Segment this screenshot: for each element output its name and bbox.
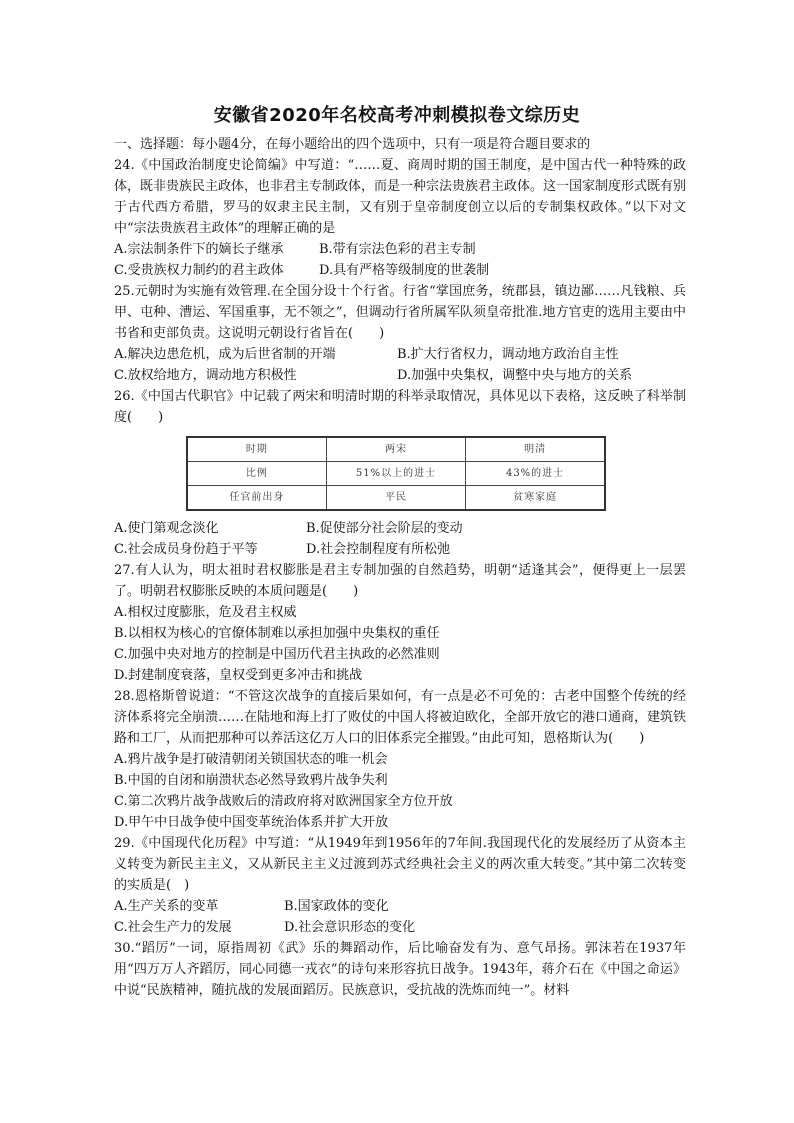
table-cell: 任官前出身 [187, 486, 326, 511]
question-26-option-c: C.社会成员身份趋于平等 [114, 542, 258, 557]
question-26-stem: 26.《中国古代职官》中记载了两宋和明清时期的科举录取情况，具体见以下表格，这反映了科举制度( ) [114, 389, 686, 425]
question-29-option-c: C.社会生产力的发展 [114, 920, 232, 935]
question-26-table [186, 436, 606, 511]
question-24-options-row-2 [114, 260, 686, 281]
table-cell: 比例 [187, 462, 326, 486]
question-27-option-a: A.相权过度膨胀，危及君主权威 [114, 605, 297, 620]
question-27-option-d: D.封建制度衰落，皇权受到更多冲击和挑战 [114, 668, 363, 683]
table-cell: 贫寒家庭 [466, 486, 605, 511]
question-26-options-row-2 [114, 539, 686, 560]
question-28-option-c: C.第二次鸦片战争战败后的清政府将对欧洲国家全方位开放 [114, 794, 453, 809]
question-26-table-wrapper [186, 436, 606, 511]
question-25-option-d: D.加强中央集权，调整中央与地方的关系 [397, 368, 633, 383]
question-24-option-d: D.具有严格等级制度的世袭制 [319, 263, 490, 278]
question-28-option-a: A.鸦片战争是打破清朝闭关锁国状态的唯一机会 [114, 752, 388, 767]
question-29-option-a: A.生产关系的变革 [114, 899, 219, 914]
question-27-option-c: C.加强中央对地方的控制是中国历代君主执政的必然准则 [114, 647, 440, 662]
question-29-option-b: B.国家政体的变化 [284, 899, 389, 914]
question-27-option-b: B.以相权为核心的官僚体制难以承担加强中央集权的重任 [114, 626, 440, 641]
table-header-cell: 时期 [187, 437, 326, 462]
table-cell: 平民 [326, 486, 465, 511]
table-header-row [187, 437, 605, 462]
question-26-option-d: D.社会控制程度有所松弛 [306, 542, 451, 557]
document-body [114, 134, 686, 1001]
question-26-options-row-1 [114, 518, 686, 539]
table-header-cell: 两宋 [326, 437, 465, 462]
question-25-options-row-1 [114, 344, 686, 365]
question-30-stem: 30.“蹈厉”一词，原指周初《武》乐的舞蹈动作，后比喻奋发有为、意气昂扬。郭沫若在1937年用“四万万人齐蹈厉，同心同德一戎衣”的诗句来形容抗日战争。1943年，蒋介石在《中国之命运》中说“民族精神，随抗战的发展面蹈厉。民族意识，受抗战的洗炼而纯一”。材料 [114, 941, 686, 998]
table-row [187, 462, 605, 486]
table-cell: 51%以上的进士 [326, 462, 465, 486]
document-title: 安徽省2020年名校高考冲刺模拟卷文综历史 [213, 105, 581, 126]
question-24-stem: 24.《中国政治制度史论简编》中写道：“……夏、商周时期的国王制度，是中国古代一种特殊的政体，既非贵族民主政体，也非君主专制政体，而是一种宗法贵族君主政体。这一国家制度形式既有别于古代西方希腊，罗马的奴隶主民主制，又有别于皇帝制度创立以后的专制集权政体。”以下对文中“宗法贵族君主政体”的理解正确的是 [114, 158, 687, 236]
question-24-option-c: C.受贵族权力制约的君主政体 [114, 263, 284, 278]
question-29-options-row-1 [114, 896, 686, 917]
question-24-option-b: B.带有宗法色彩的君主专制 [319, 242, 476, 257]
question-25-stem: 25.元朝时为实施有效管理.在全国分设十个行省。行省“掌国庶务，统郡县，镇边鄙……凡钱粮、兵甲、屯种、漕运、军国重事，无不领之”，但调动行省所属军队须皇帝批准.地方官吏的选用主要由中书省和吏部负责。这说明元朝设行省旨在( ) [114, 284, 686, 341]
question-29-option-d: D.社会意识形态的变化 [284, 920, 416, 935]
table-header-cell: 明清 [466, 437, 605, 462]
question-25-options-row-2 [114, 365, 686, 386]
question-27-stem: 27.有人认为，明太祖时君权膨胀是君主专制加强的自然趋势，明朝“适逢其会”，便得更上一层罢了。明朝君权膨胀反映的本质问题是( ) [114, 563, 686, 599]
section-header: 一、选择题：每小题4分，在每小题给出的四个选项中，只有一项是符合题目要求的 [114, 137, 591, 152]
question-28-option-b: B.中国的自闭和崩溃状态必然导致鸦片战争失利 [114, 773, 388, 788]
question-25-option-c: C.放权给地方，调动地方积极性 [114, 368, 297, 383]
question-26-option-b: B.促使部分社会阶层的变动 [306, 521, 463, 536]
question-28-stem: 28.恩格斯曾说道：“不管这次战争的直接后果如何，有一点是必不可免的：古老中国整个传统的经济体系将完全崩溃……在陆地和海上打了败仗的中国人将被迫欧化，全部开放它的港口通商，建筑铁路和工厂，从而把那种可以养活这亿万人口的旧体系完全摧毁。”由此可知，恩格斯认为( ) [114, 689, 687, 746]
question-29-stem: 29.《中国现代化历程》中写道：“从1949年到1956年的7年间.我国现代化的发展经历了从资本主义转变为新民主主义，又从新民主主义过渡到苏式经典社会主义的两次重大转变。”其中第二次转变的实质是( ) [114, 836, 686, 893]
question-28-option-d: D.甲午中日战争使中国变革统治体系并扩大开放 [114, 815, 389, 830]
question-29-options-row-2 [114, 917, 686, 938]
question-25-option-a: A.解决边患危机，成为后世省制的开端 [114, 347, 336, 362]
table-row [187, 486, 605, 511]
question-24-option-a: A.宗法制条件下的嫡长子继承 [114, 242, 284, 257]
table-cell: 43%的进士 [466, 462, 605, 486]
question-26-option-a: A.使门第观念淡化 [114, 521, 219, 536]
question-24-options-row-1 [114, 239, 686, 260]
question-25-option-b: B.扩大行省权力，调动地方政治自主性 [397, 347, 619, 362]
